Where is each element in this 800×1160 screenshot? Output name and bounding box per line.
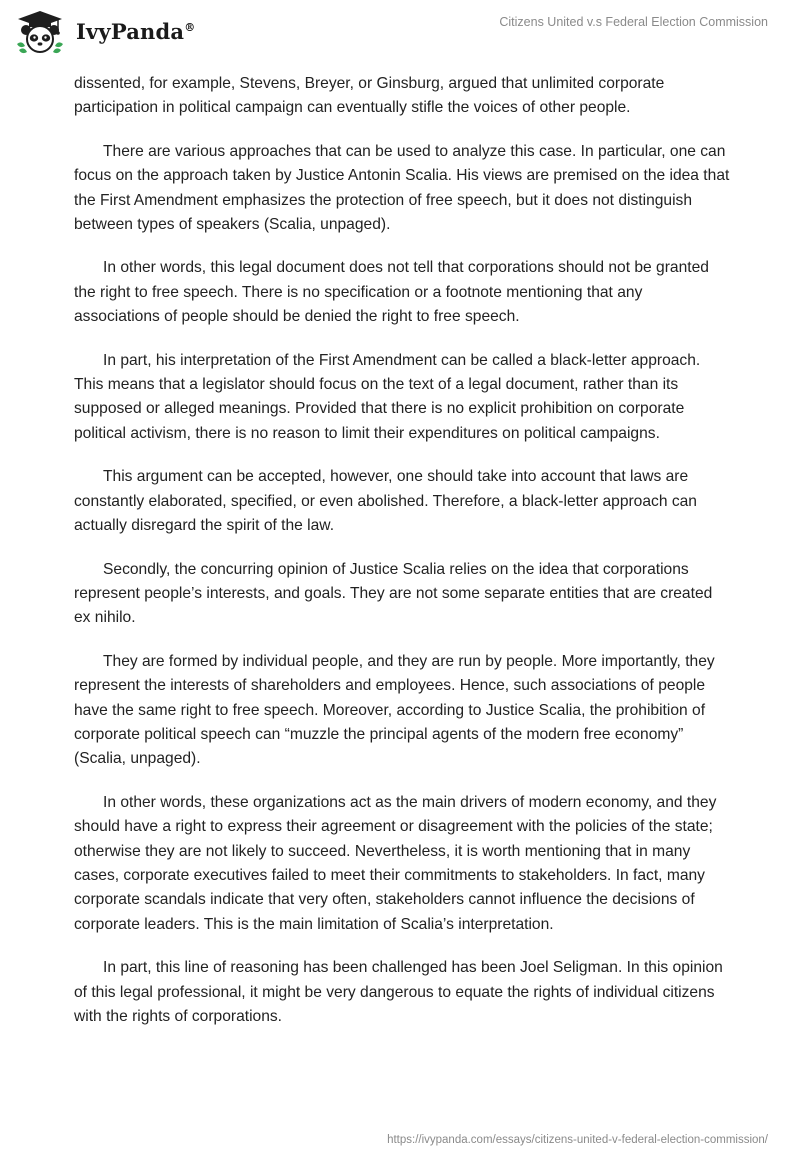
paragraph: dissented, for example, Stevens, Breyer, or Ginsburg, argued that unlimited corporate participation in political campaign can eventually stifle the voices of other people. [74, 75, 665, 117]
page-header [0, 0, 800, 70]
paragraph: In other words, this legal document does not tell that corporations should not be granted the right to free speech. There is no specification or a footnote mentioning that any associations of people should be denied the right to free speech. [74, 259, 709, 326]
paragraph: In other words, these organizations act as the main drivers of modern economy, and they should have a right to express their agreement or disagreement with the policies of the state; otherwise they are not likely to succeed. Nevertheless, it is worth mentioning that in many cases, corporate executives failed to meet their commitments to stakeholders. In fact, many corporate scandals indicate that very often, stakeholders cannot influence the decisions of corporate leaders. This is the main limitation of Scalia’s interpretation. [74, 793, 717, 933]
paragraph: Secondly, the concurring opinion of Justice Scalia relies on the idea that corporations represent people’s interests, and goals. They are not some separate entities that are created ex nihilo. [74, 560, 713, 627]
panda-graduate-logo-icon[interactable] [14, 10, 66, 54]
paragraph: This argument can be accepted, however, one should take into account that laws are constantly elaborated, specified, or even abolished. Therefore, a black-letter approach can actually disregard the spirit of the law. [74, 468, 697, 535]
paragraph: In part, his interpretation of the First Amendment can be called a black-letter approach. This means that a legislator should focus on the text of a legal document, rather than its supposed or alleged meanings. Provided that there is no explicit prohibition on corporate political activism, there is no reason to limit their expenditures on political campaigns. [74, 351, 701, 442]
paragraph: They are formed by individual people, and they are run by people. More importantly, they represent the interests of shareholders and employees. Hence, such associations of people have the same right to free speech. Moreover, according to Justice Scalia, the prohibition of corporate political speech can “muzzle the principal agents of the modern free economy” (Scalia, unpaged). [74, 652, 715, 768]
document-title: Citizens United v.s Federal Election Commission [499, 15, 768, 29]
paragraph: There are various approaches that can be used to analyze this case. In particular, one can focus on the approach taken by Justice Antonin Scalia. His views are premised on the idea that the First Amendment emphasizes the protection of free speech, but it does not distinguish between types of speakers (Scalia, unpaged). [74, 142, 730, 234]
essay-body [74, 72, 730, 1048]
paragraph: In part, this line of reasoning has been challenged has been Joel Seligman. In this opinion of this legal professional, it might be very dangerous to equate the rights of individual citizens with the rights of corporations. [74, 959, 723, 1025]
brand-name[interactable]: IvyPanda® [76, 19, 196, 44]
source-url-link[interactable]: https://ivypanda.com/essays/citizens-united-v-federal-election-commission/ [387, 1134, 768, 1146]
